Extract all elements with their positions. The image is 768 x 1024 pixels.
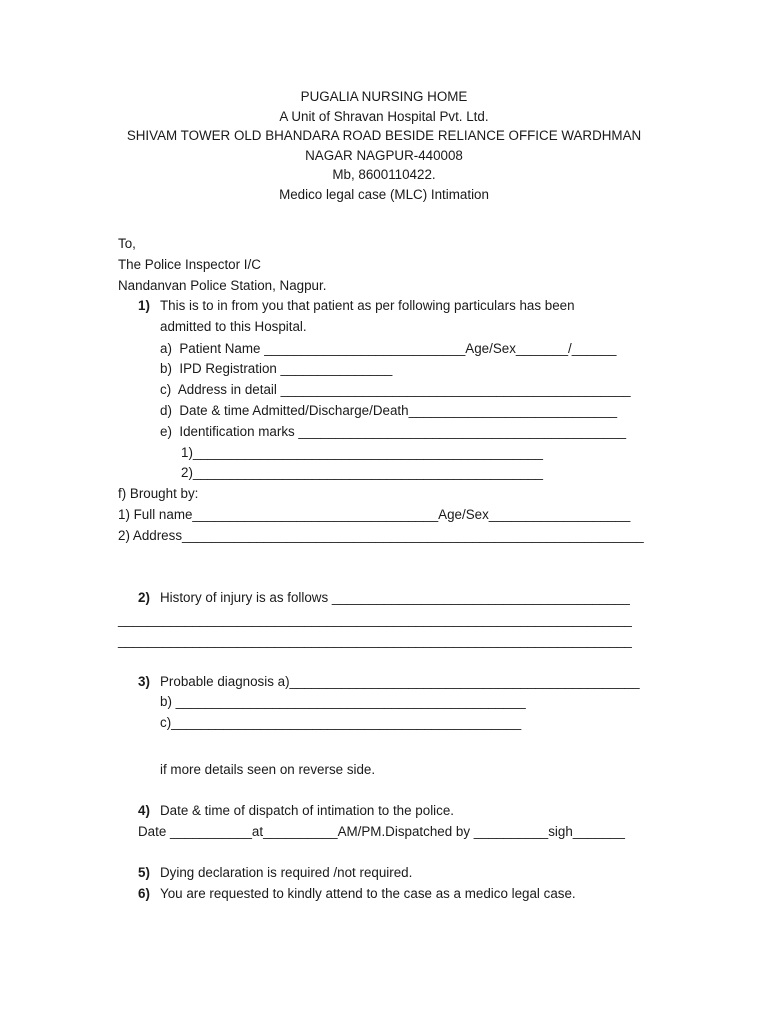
field-identification-mark-1: 1)_______________________________________________: [181, 445, 543, 460]
section-5-number: 5): [138, 865, 150, 880]
hospital-name: PUGALIA NURSING HOME: [300, 89, 468, 104]
section-3-number: 3): [138, 674, 150, 689]
section-5-text: Dying declaration is required /not required.: [160, 865, 413, 880]
history-blank-line-2: _____________________________________________________________________: [118, 633, 632, 648]
section-6-number: 6): [138, 886, 150, 901]
field-history-of-injury: History of injury is as follows ________________________________________: [160, 590, 630, 605]
field-brought-by-address: 2) Address______________________________________________________________: [118, 528, 644, 543]
field-patient-name: a) Patient Name ___________________________Age/Sex_______/______: [160, 341, 617, 356]
field-dispatch-date-time: Date ___________at__________AM/PM.Dispatched by __________sigh_______: [138, 824, 625, 839]
reverse-side-note: if more details seen on reverse side.: [160, 762, 376, 777]
recipient: The Police Inspector I/C: [118, 257, 261, 272]
field-probable-diagnosis-c: c)_______________________________________________: [160, 715, 522, 730]
section-6-text: You are requested to kindly attend to the case as a medico legal case.: [160, 886, 576, 901]
field-date-time-admitted: d) Date & time Admitted/Discharge/Death____________________________: [160, 403, 618, 418]
section-2-number: 2): [138, 590, 150, 605]
section-1-text-line1: This is to in from you that patient as per following particulars has been: [160, 298, 575, 313]
field-identification-mark-2: 2)_______________________________________________: [181, 465, 543, 480]
salutation: To,: [118, 236, 136, 251]
field-probable-diagnosis-b: b) _______________________________________________: [160, 694, 526, 709]
section-4-text: Date & time of dispatch of intimation to the police.: [160, 803, 455, 818]
section-1-number: 1): [138, 298, 150, 313]
form-title: Medico legal case (MLC) Intimation: [279, 187, 489, 202]
police-station: Nandanvan Police Station, Nagpur.: [118, 278, 327, 293]
section-4-number: 4): [138, 803, 150, 818]
brought-by-heading: f) Brought by:: [118, 486, 199, 501]
field-address-detail: c) Address in detail _______________________________________________: [160, 382, 631, 397]
field-ipd-registration: b) IPD Registration _______________: [160, 361, 393, 376]
hospital-mobile: Mb, 8600110422.: [332, 167, 436, 182]
history-blank-line-1: _____________________________________________________________________: [118, 612, 632, 627]
field-probable-diagnosis-a: Probable diagnosis a)_______________________________________________: [160, 674, 640, 689]
hospital-address-line2: NAGAR NAGPUR-440008: [305, 148, 463, 163]
hospital-address-line1: SHIVAM TOWER OLD BHANDARA ROAD BESIDE RELIANCE OFFICE WARDHMAN: [126, 128, 642, 143]
section-1-text-line2: admitted to this Hospital.: [160, 319, 307, 334]
field-identification-marks: e) Identification marks ____________________________________________: [160, 424, 627, 439]
hospital-subtitle: A Unit of Shravan Hospital Pvt. Ltd.: [279, 109, 489, 124]
field-brought-by-full-name: 1) Full name_________________________________Age/Sex___________________: [118, 507, 631, 522]
